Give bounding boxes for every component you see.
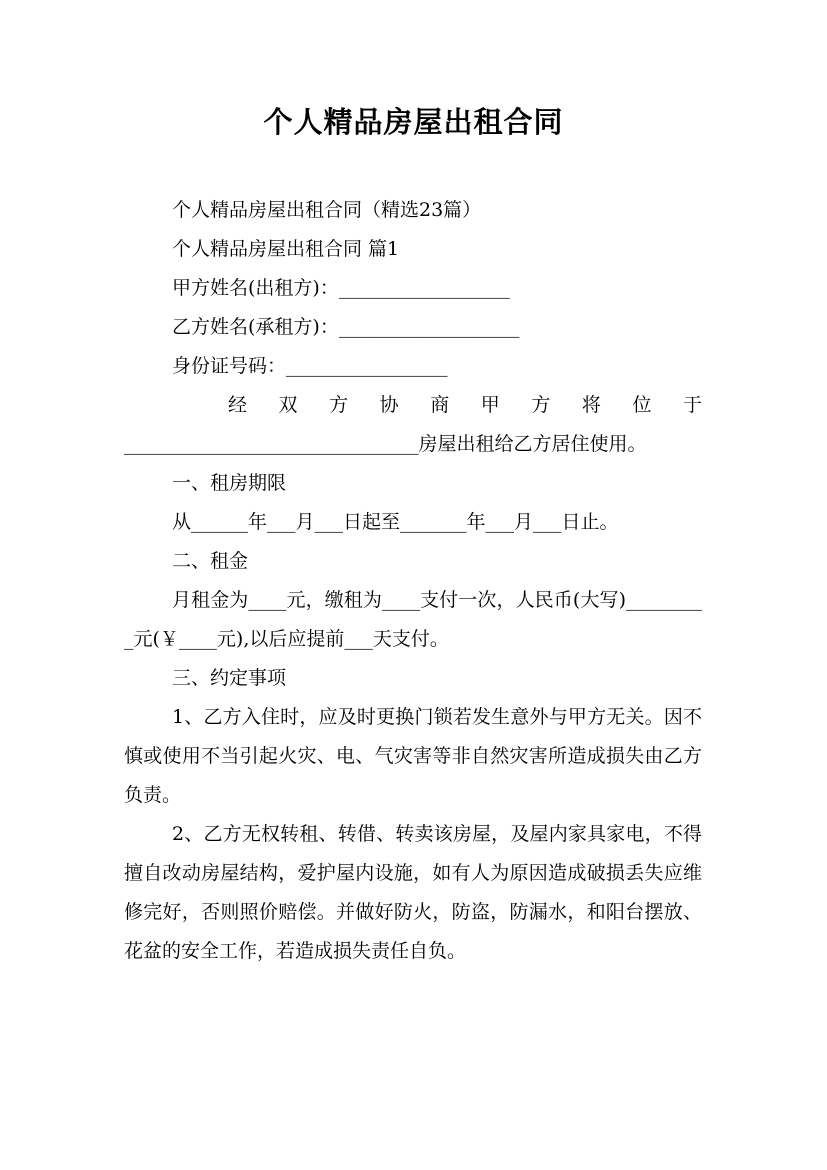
lease-term-text: 从______年___月___日起至_______年___月___日止。 — [172, 511, 619, 533]
subtitle-line: 个人精品房屋出租合同（精选23篇） — [172, 199, 482, 221]
heading-lease-term: 一、租房期限 — [172, 472, 287, 494]
term-clause-2: 2、乙方无权转租、转借、转卖该房屋，及屋内家具家电，不得擅自改动房屋结构，爱护屋内设施，如有人为原因造成破损丢失应维修完好，否则照价赔偿。并做好防火，防盗，防漏水，和阳台摆放、花盆的安全工作，若造成损失责任自负。 — [124, 823, 702, 962]
heading-rent: 二、租金 — [172, 550, 249, 572]
document-title: 个人精品房屋出租合同 — [263, 105, 564, 139]
tenant-name-field: 乙方姓名(承租方)：___________________ — [172, 316, 520, 338]
landlord-name-field: 甲方姓名(出租方)：__________________ — [172, 277, 510, 299]
heading-terms: 三、约定事项 — [172, 667, 287, 689]
agreement-line-2: _______________________________房屋出租给乙方居住使用。 — [124, 433, 647, 455]
section-heading: 个人精品房屋出租合同 篇1 — [172, 238, 400, 260]
rent-text: 月租金为____元，缴租为____支付一次，人民币(大写)_________元(￥____元),以后应提前___天支付。 — [124, 589, 702, 650]
id-number-field: 身份证号码：_________________ — [172, 355, 448, 377]
document-body — [124, 191, 702, 971]
term-clause-1: 1、乙方入住时，应及时更换门锁若发生意外与甲方无关。因不慎或使用不当引起火灾、电、气灾害等非自然灾害所造成损失由乙方负责。 — [124, 706, 702, 806]
agreement-line-1: 经 双 方 协 商 甲 方 将 位 于 — [228, 394, 702, 416]
